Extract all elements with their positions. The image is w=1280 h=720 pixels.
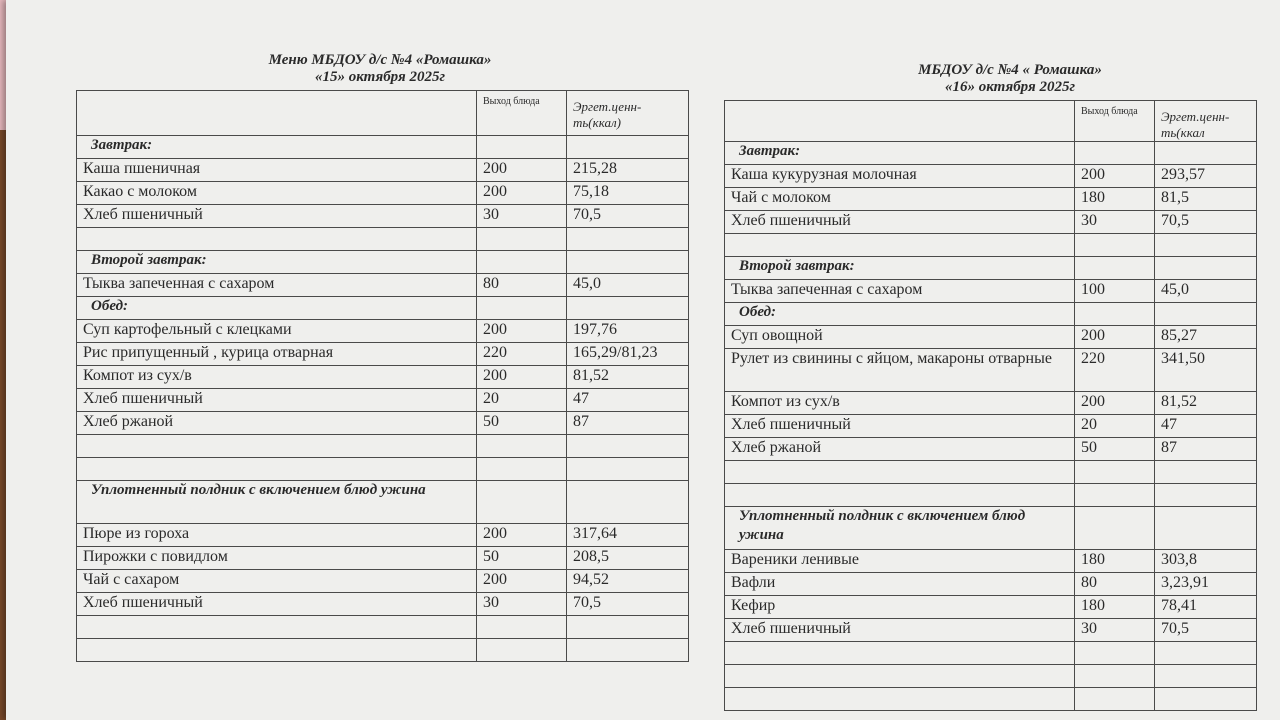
section-heading: Уплотненный полдник с включением блюд ужина [725,507,1075,550]
menu-row [725,211,1257,234]
kcal-cell [1155,142,1257,165]
left-menu-title [200,52,560,86]
dish-name-cell [725,461,1075,484]
menu-row [725,188,1257,211]
dish-name-cell: Чай с молоком [725,188,1075,211]
kcal-cell [1155,234,1257,257]
dish-name-cell: Вареники ленивые [725,550,1075,573]
left-col-yield: Выход блюда [477,91,567,136]
menu-row [77,458,689,481]
menu-row [725,326,1257,349]
yield-cell: 200 [477,320,567,343]
dish-name-cell: Суп картофельный с клецками [77,320,477,343]
dish-name-cell [77,639,477,662]
kcal-cell: 215,28 [567,159,689,182]
dish-name-cell: Кефир [725,596,1075,619]
menu-row [725,415,1257,438]
section-heading: Уплотненный полдник с включением блюд ужина [77,481,477,524]
right-header-empty [725,101,1075,142]
menu-row [77,228,689,251]
kcal-cell: 303,8 [1155,550,1257,573]
yield-cell [1075,257,1155,280]
menu-row [725,596,1257,619]
right-title-line2: «16» октября 2025г [944,79,1076,95]
dish-name-cell [77,228,477,251]
menu-row [725,507,1257,550]
dish-name-cell: Хлеб пшеничный [725,619,1075,642]
right-col-energy: Эргет.ценн-ть(ккал [1155,101,1257,142]
dish-name-cell: Рис припущенный , курица отварная [77,343,477,366]
menu-row [725,349,1257,392]
kcal-cell: 45,0 [1155,280,1257,303]
kcal-cell: 75,18 [567,182,689,205]
yield-cell: 180 [1075,596,1155,619]
menu-row [77,547,689,570]
dish-name-cell: Тыква запеченная с сахаром [77,274,477,297]
right-menu-table [724,100,1257,711]
yield-cell [477,228,567,251]
left-menu-body [77,91,689,662]
yield-cell: 30 [477,205,567,228]
kcal-cell [1155,665,1257,688]
kcal-cell: 70,5 [567,593,689,616]
yield-cell: 180 [1075,188,1155,211]
menu-row [77,616,689,639]
right-header-row [725,101,1257,142]
menu-row [77,366,689,389]
dish-name-cell: Хлеб пшеничный [725,211,1075,234]
kcal-cell: 85,27 [1155,326,1257,349]
menu-row [77,524,689,547]
dish-name-cell [725,688,1075,711]
kcal-cell: 70,5 [1155,211,1257,234]
dish-name-cell: Хлеб пшеничный [77,593,477,616]
left-menu-table [76,90,689,662]
kcal-cell [1155,461,1257,484]
dish-name-cell: Суп овощной [725,326,1075,349]
yield-cell [477,297,567,320]
menu-row [77,182,689,205]
yield-cell [1075,642,1155,665]
yield-cell [477,616,567,639]
kcal-cell: 47 [1155,415,1257,438]
kcal-cell: 3,23,91 [1155,573,1257,596]
yield-cell: 200 [477,366,567,389]
kcal-cell: 78,41 [1155,596,1257,619]
menu-row [725,688,1257,711]
yield-cell [1075,688,1155,711]
yield-cell [477,251,567,274]
yield-cell: 20 [477,389,567,412]
kcal-cell [1155,642,1257,665]
yield-cell [1075,484,1155,507]
menu-row [725,142,1257,165]
dish-name-cell [725,234,1075,257]
dish-name-cell: Компот из сух/в [77,366,477,389]
kcal-cell [567,228,689,251]
kcal-cell: 87 [1155,438,1257,461]
yield-cell: 200 [1075,326,1155,349]
menu-row [77,593,689,616]
yield-cell: 180 [1075,550,1155,573]
dish-name-cell: Компот из сух/в [725,392,1075,415]
menu-row [77,343,689,366]
menu-row [77,320,689,343]
yield-cell: 50 [477,547,567,570]
dish-name-cell: Хлеб пшеничный [725,415,1075,438]
dish-name-cell: Чай с сахаром [77,570,477,593]
yield-cell: 220 [477,343,567,366]
yield-cell: 200 [477,570,567,593]
menu-row [77,274,689,297]
menu-row [725,438,1257,461]
kcal-cell: 197,76 [567,320,689,343]
menu-row [77,159,689,182]
kcal-cell [567,616,689,639]
kcal-cell [1155,688,1257,711]
dish-name-cell: Тыква запеченная с сахаром [725,280,1075,303]
dish-name-cell: Какао с молоком [77,182,477,205]
kcal-cell [567,481,689,524]
kcal-cell [567,639,689,662]
kcal-cell: 293,57 [1155,165,1257,188]
yield-cell: 30 [1075,211,1155,234]
right-menu-title [830,62,1190,96]
yield-cell [1075,234,1155,257]
left-header-empty [77,91,477,136]
menu-row [725,550,1257,573]
menu-row [77,412,689,435]
dish-name-cell: Рулет из свинины с яйцом, макароны отварные [725,349,1075,392]
yield-cell: 20 [1075,415,1155,438]
yield-cell [477,481,567,524]
section-heading: Второй завтрак: [725,257,1075,280]
menu-row [725,642,1257,665]
kcal-cell: 341,50 [1155,349,1257,392]
yield-cell [1075,507,1155,550]
kcal-cell: 208,5 [567,547,689,570]
yield-cell [477,136,567,159]
menu-row [725,461,1257,484]
menu-row [77,389,689,412]
menu-row [77,205,689,228]
yield-cell: 80 [1075,573,1155,596]
left-header-row [77,91,689,136]
yield-cell: 80 [477,274,567,297]
menu-row [725,280,1257,303]
yield-cell: 220 [1075,349,1155,392]
kcal-cell: 94,52 [567,570,689,593]
menu-row [77,570,689,593]
kcal-cell [567,435,689,458]
section-heading: Второй завтрак: [77,251,477,274]
section-heading: Обед: [77,297,477,320]
kcal-cell [567,297,689,320]
left-title-line2: «15» октября 2025г [314,69,446,85]
dish-name-cell [77,435,477,458]
kcal-cell [567,136,689,159]
menu-row [725,257,1257,280]
yield-cell: 200 [477,159,567,182]
kcal-cell [1155,257,1257,280]
kcal-cell: 70,5 [567,205,689,228]
kcal-cell: 47 [567,389,689,412]
kcal-cell: 70,5 [1155,619,1257,642]
yield-cell: 30 [1075,619,1155,642]
yield-cell [1075,303,1155,326]
menu-row [725,665,1257,688]
left-col-energy: Эргет.ценн-ть(ккал) [567,91,689,136]
kcal-cell: 81,5 [1155,188,1257,211]
yield-cell: 50 [1075,438,1155,461]
section-heading: Завтрак: [725,142,1075,165]
kcal-cell: 87 [567,412,689,435]
menu-row [725,303,1257,326]
menu-row [77,639,689,662]
menu-row [77,136,689,159]
right-col-yield: Выход блюда [1075,101,1155,142]
yield-cell: 200 [1075,392,1155,415]
menu-row [77,251,689,274]
menu-row [77,297,689,320]
kcal-cell [567,458,689,481]
kcal-cell: 81,52 [1155,392,1257,415]
dish-name-cell: Вафли [725,573,1075,596]
menu-row [725,573,1257,596]
dish-name-cell: Каша кукурузная молочная [725,165,1075,188]
yield-cell [1075,665,1155,688]
menu-row [725,234,1257,257]
kcal-cell: 165,29/81,23 [567,343,689,366]
right-menu-body [725,101,1257,711]
yield-cell [477,435,567,458]
yield-cell: 200 [477,182,567,205]
yield-cell: 200 [477,524,567,547]
yield-cell [477,458,567,481]
menu-row [725,165,1257,188]
kcal-cell [1155,507,1257,550]
menu-row [725,484,1257,507]
kcal-cell: 317,64 [567,524,689,547]
dish-name-cell [725,642,1075,665]
dish-name-cell: Пирожки с повидлом [77,547,477,570]
yield-cell: 200 [1075,165,1155,188]
yield-cell: 50 [477,412,567,435]
dish-name-cell: Хлеб ржаной [77,412,477,435]
dish-name-cell: Каша пшеничная [77,159,477,182]
section-heading: Обед: [725,303,1075,326]
dish-name-cell [77,616,477,639]
kcal-cell [1155,303,1257,326]
kcal-cell: 81,52 [567,366,689,389]
menu-row [77,481,689,524]
dish-name-cell: Пюре из гороха [77,524,477,547]
kcal-cell [567,251,689,274]
yield-cell [1075,142,1155,165]
section-heading: Завтрак: [77,136,477,159]
dish-name-cell: Хлеб ржаной [725,438,1075,461]
yield-cell [1075,461,1155,484]
dish-name-cell [725,665,1075,688]
yield-cell: 30 [477,593,567,616]
kcal-cell [1155,484,1257,507]
dish-name-cell: Хлеб пшеничный [77,389,477,412]
left-title-line1: Меню МБДОУ д/с №4 «Ромашка» [268,52,492,68]
yield-cell [477,639,567,662]
right-title-line1: МБДОУ д/с №4 « Ромашка» [918,62,1102,78]
menu-row [725,619,1257,642]
dish-name-cell [725,484,1075,507]
dish-name-cell [77,458,477,481]
menu-row [725,392,1257,415]
menu-row [77,435,689,458]
kcal-cell: 45,0 [567,274,689,297]
dish-name-cell: Хлеб пшеничный [77,205,477,228]
yield-cell: 100 [1075,280,1155,303]
